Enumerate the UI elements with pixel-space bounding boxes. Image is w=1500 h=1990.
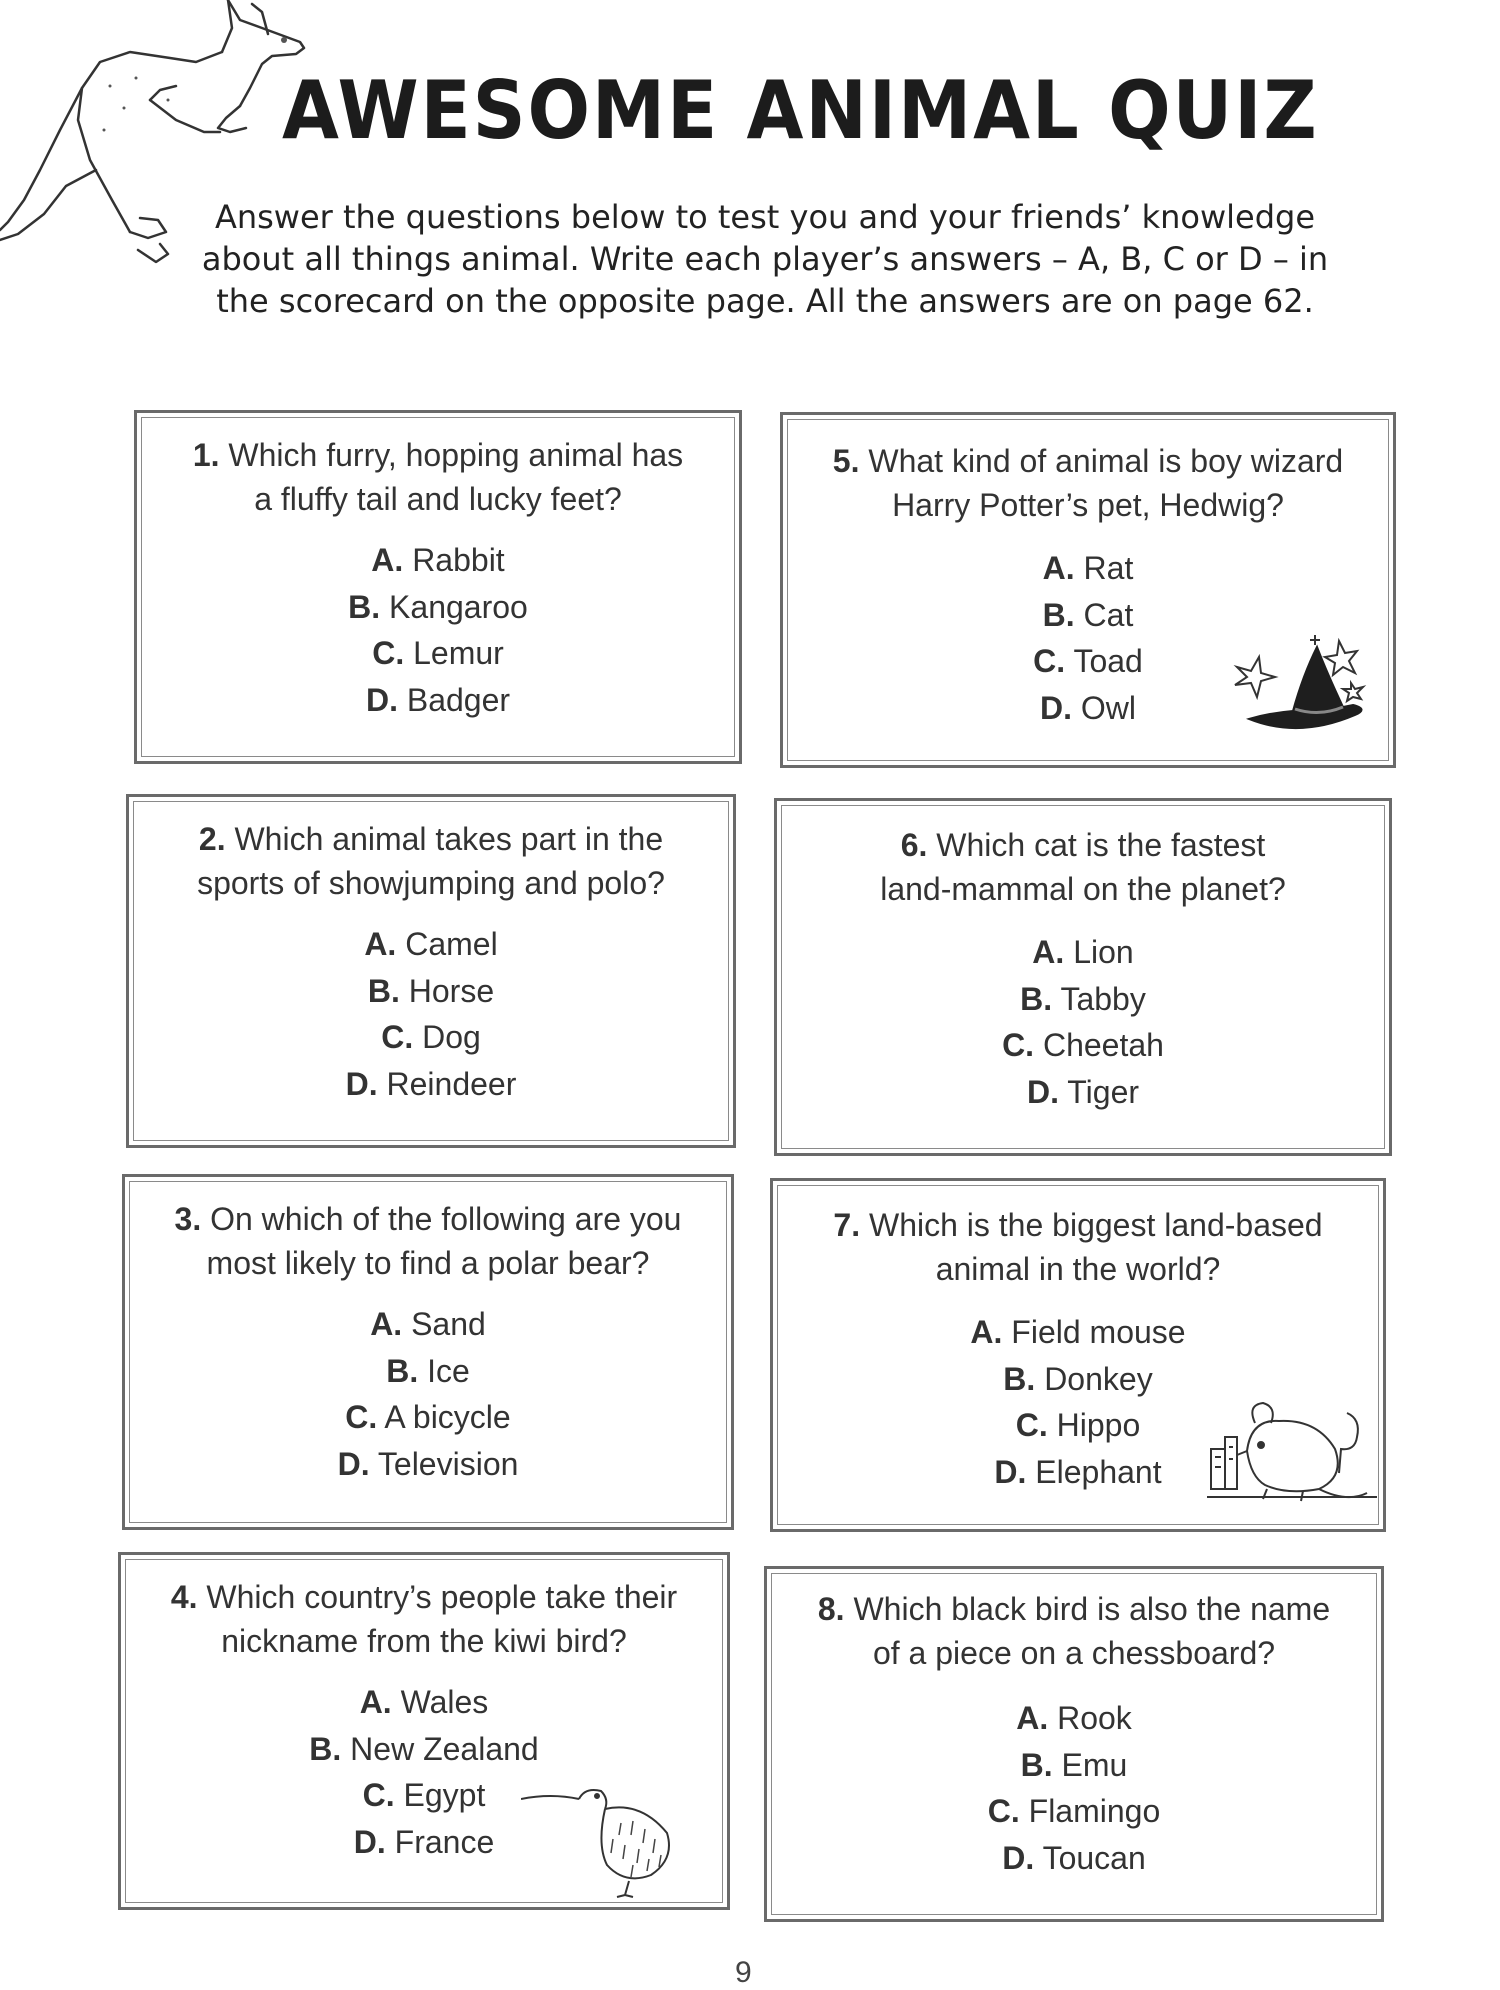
option-letter: B. <box>348 588 381 625</box>
question-number: 4. <box>170 1579 198 1615</box>
question-card-7 <box>770 1178 1386 1532</box>
answer-option <box>129 921 733 968</box>
option-letter: D. <box>1002 1839 1035 1876</box>
question-number: 3. <box>174 1201 202 1237</box>
answer-options <box>767 1695 1381 1881</box>
answer-option <box>767 1788 1381 1835</box>
option-text: Kangaroo <box>389 588 528 625</box>
answer-option <box>783 545 1393 592</box>
question-card-2 <box>126 794 736 1148</box>
option-text: Cheetah <box>1042 1027 1164 1063</box>
question-card-3 <box>122 1174 734 1530</box>
question-card-8 <box>764 1566 1384 1922</box>
question-number: 2. <box>198 821 226 857</box>
answer-option <box>767 1835 1381 1882</box>
option-text: Horse <box>408 972 495 1009</box>
question-number: 5. <box>832 443 860 479</box>
option-text: Sand <box>411 1306 486 1342</box>
option-letter: C. <box>1015 1407 1048 1443</box>
question-text <box>767 1587 1381 1675</box>
option-letter: A. <box>370 1306 403 1342</box>
option-text: Elephant <box>1035 1453 1162 1490</box>
answer-option <box>777 1022 1389 1069</box>
question-card-6 <box>774 798 1392 1156</box>
answer-option <box>777 1069 1389 1116</box>
option-text: Owl <box>1080 689 1136 726</box>
question-number: 8. <box>817 1591 845 1627</box>
option-letter: B. <box>386 1352 419 1389</box>
question-text <box>121 1575 727 1663</box>
option-text: Egypt <box>403 1777 486 1813</box>
answer-option <box>777 976 1389 1023</box>
question-line: land-mammal on the planet? <box>880 871 1286 907</box>
question-card-5 <box>780 412 1396 768</box>
option-letter: B. <box>309 1730 342 1767</box>
question-line: Which cat is the fastest <box>936 827 1266 863</box>
answer-option <box>125 1348 731 1395</box>
option-letter: A. <box>364 926 397 962</box>
option-text: Flamingo <box>1028 1793 1161 1829</box>
question-line: What kind of animal is boy wizard <box>868 443 1344 479</box>
question-number: 6. <box>900 827 928 863</box>
answer-option <box>137 537 739 584</box>
answer-options <box>777 929 1389 1115</box>
option-letter: C. <box>345 1399 378 1435</box>
option-text: Toad <box>1073 643 1143 679</box>
option-text: Emu <box>1061 1746 1128 1783</box>
question-line: of a piece on a chessboard? <box>872 1635 1276 1671</box>
option-letter: C. <box>1002 1027 1035 1063</box>
answer-option <box>121 1726 727 1773</box>
option-text: Camel <box>405 926 498 962</box>
option-letter: D. <box>345 1065 378 1102</box>
option-letter: C. <box>362 1777 395 1813</box>
option-letter: A. <box>1032 934 1065 970</box>
question-line: Which furry, hopping animal has <box>228 437 684 473</box>
option-letter: B. <box>367 972 400 1009</box>
question-line: Which country’s people take their <box>206 1579 678 1615</box>
option-letter: A. <box>970 1314 1003 1350</box>
answer-option <box>125 1441 731 1488</box>
option-letter: A. <box>371 542 404 578</box>
intro-line: about all things animal. Write each player’s answers – A, B, C or D – in <box>201 240 1329 278</box>
option-text: New Zealand <box>350 1730 539 1767</box>
question-text <box>777 823 1389 911</box>
option-letter: D. <box>365 681 398 718</box>
question-text <box>773 1203 1383 1291</box>
answer-option <box>137 677 739 724</box>
option-letter: A. <box>359 1684 392 1720</box>
option-letter: B. <box>1003 1360 1036 1397</box>
question-text <box>783 439 1393 527</box>
answer-options <box>125 1301 731 1487</box>
question-line: nickname from the kiwi bird? <box>221 1623 627 1659</box>
kiwi-icon <box>521 1769 681 1899</box>
option-text: Television <box>377 1445 519 1482</box>
question-card-4 <box>118 1552 730 1910</box>
option-text: Tabby <box>1060 980 1146 1017</box>
option-text: Tiger <box>1067 1073 1140 1110</box>
question-line: most likely to find a polar bear? <box>206 1245 650 1281</box>
option-letter: C. <box>987 1793 1020 1829</box>
option-letter: C. <box>381 1019 414 1055</box>
question-card-1 <box>134 410 742 764</box>
intro-text <box>170 196 1360 322</box>
question-line: Which black bird is also the name <box>853 1591 1331 1627</box>
answer-option <box>129 968 733 1015</box>
option-text: Reindeer <box>386 1065 517 1102</box>
option-text: Ice <box>427 1352 470 1389</box>
answer-option <box>137 630 739 677</box>
page-title: AWESOME ANIMAL QUIZ <box>282 64 1319 157</box>
option-letter: D. <box>353 1823 386 1860</box>
answer-options <box>137 537 739 723</box>
answer-option <box>137 584 739 631</box>
option-text: Hippo <box>1056 1407 1141 1443</box>
option-letter: D. <box>994 1453 1027 1490</box>
question-line: Harry Potter’s pet, Hedwig? <box>892 487 1284 523</box>
option-letter: B. <box>1042 596 1075 633</box>
intro-line: Answer the questions below to test you and your friends’ knowledge <box>214 198 1316 236</box>
option-text: Rook <box>1057 1700 1132 1736</box>
option-text: Lemur <box>413 635 504 671</box>
option-text: France <box>394 1823 495 1860</box>
option-text: Donkey <box>1044 1360 1153 1397</box>
option-letter: C. <box>372 635 405 671</box>
answer-option <box>767 1742 1381 1789</box>
answer-option <box>125 1301 731 1348</box>
option-text: Dog <box>422 1019 481 1055</box>
question-line: Which is the biggest land-based <box>868 1207 1323 1243</box>
option-letter: A. <box>1016 1700 1049 1736</box>
option-letter: D. <box>1040 689 1072 726</box>
question-text <box>137 433 739 521</box>
question-number: 1. <box>192 437 220 473</box>
answer-option <box>773 1309 1383 1356</box>
question-line: On which of the following are you <box>210 1201 682 1237</box>
question-number: 7. <box>833 1207 861 1243</box>
question-line: a fluffy tail and lucky feet? <box>254 481 622 517</box>
question-line: Which animal takes part in the <box>234 821 664 857</box>
option-letter: D. <box>1026 1073 1059 1110</box>
intro-line: the scorecard on the opposite page. All the answers are on page 62. <box>216 282 1314 320</box>
answer-option <box>129 1061 733 1108</box>
option-letter: B. <box>1020 1746 1053 1783</box>
option-letter: B. <box>1020 980 1053 1017</box>
option-letter: D. <box>337 1445 370 1482</box>
answer-option <box>777 929 1389 976</box>
wizard-hat-icon <box>1219 627 1379 747</box>
option-text: Rat <box>1083 550 1134 586</box>
question-line: sports of showjumping and polo? <box>197 865 665 901</box>
answer-option <box>767 1695 1381 1742</box>
option-text: Badger <box>406 681 511 718</box>
page-number: 9 <box>735 1956 752 1989</box>
option-text: Lion <box>1073 934 1134 970</box>
answer-option <box>121 1679 727 1726</box>
option-text: Wales <box>400 1684 489 1720</box>
answer-option <box>125 1394 731 1441</box>
answer-option <box>129 1014 733 1061</box>
option-text: Toucan <box>1042 1839 1146 1876</box>
option-text: Field mouse <box>1011 1314 1186 1350</box>
question-text <box>125 1197 731 1285</box>
question-line: animal in the world? <box>935 1251 1221 1287</box>
option-letter: A. <box>1042 550 1075 586</box>
option-text: Rabbit <box>412 542 505 578</box>
answer-options <box>129 921 733 1107</box>
mouse-icon <box>1207 1393 1377 1513</box>
option-text: A bicycle <box>384 1399 511 1435</box>
option-text: Cat <box>1083 596 1134 633</box>
question-text <box>129 817 733 905</box>
option-letter: C. <box>1033 643 1066 679</box>
